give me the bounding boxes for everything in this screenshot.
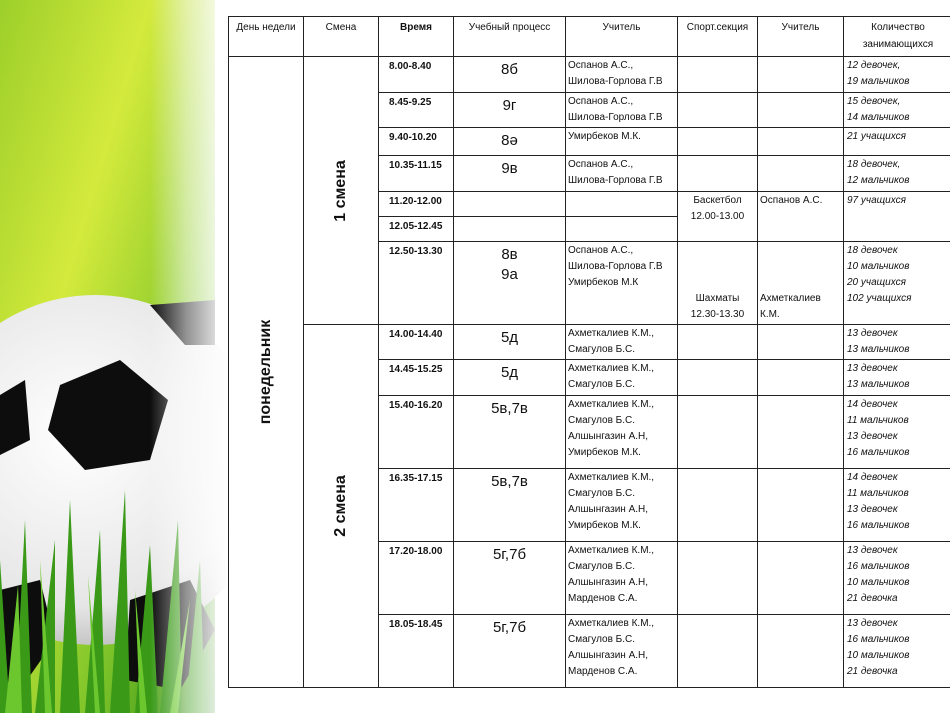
time-cell: 9.40-10.20: [379, 128, 454, 156]
teacher-cell: [566, 217, 678, 242]
teacher-cell: Оспанов А.С., Шилова-Горлова Г.В: [566, 156, 678, 191]
class-cell: 8ә: [454, 128, 566, 156]
class-cell: 8в 9а: [454, 242, 566, 325]
sport-cell: [678, 92, 758, 127]
time-cell: 10.35-11.15: [379, 156, 454, 191]
sport-teacher-cell: [758, 360, 844, 395]
sport-cell: [678, 128, 758, 156]
count-cell: 97 учащихся: [844, 191, 950, 242]
teacher-cell: Ахметкалиев К.М., Смагулов Б.С. Алшынгазин А.Н, Умирбеков М.К.: [566, 468, 678, 542]
teacher-cell: Оспанов А.С., Шилова-Горлова Г.В Умирбеков М.К: [566, 242, 678, 325]
class-cell: 5в,7в: [454, 468, 566, 542]
header-day: День недели: [229, 17, 304, 57]
teacher-cell: Оспанов А.С., Шилова-Горлова Г.В: [566, 57, 678, 92]
sport-teacher-cell: [758, 395, 844, 468]
time-cell: 12.50-13.30: [379, 242, 454, 325]
sport-teacher-cell: [758, 615, 844, 688]
count-cell: 15 девочек, 14 мальчиков: [844, 92, 950, 127]
class-cell: 5д: [454, 360, 566, 395]
sport-cell: [678, 325, 758, 360]
count-cell: 13 девочек 13 мальчиков: [844, 360, 950, 395]
sport-teacher-cell: Оспанов А.С.: [758, 191, 844, 242]
count-cell: 14 девочек 11 мальчиков 13 девочек 16 мальчиков: [844, 395, 950, 468]
header-count: Количество занимающихся: [844, 17, 950, 57]
header-sport: Спорт.секция: [678, 17, 758, 57]
count-cell: 14 девочек 11 мальчиков 13 девочек 16 мальчиков: [844, 468, 950, 542]
header-row: [229, 17, 950, 57]
count-cell: 18 девочек 10 мальчиков 20 учащихся 102 учащихся: [844, 242, 950, 325]
sport-cell: [678, 395, 758, 468]
class-cell: 8б: [454, 57, 566, 92]
teacher-cell: Оспанов А.С., Шилова-Горлова Г.В: [566, 92, 678, 127]
class-cell: 5г,7б: [454, 542, 566, 615]
time-cell: 15.40-16.20: [379, 395, 454, 468]
time-cell: 18.05-18.45: [379, 615, 454, 688]
sport-teacher-cell: Ахметкалиев К.М.: [758, 242, 844, 325]
time-cell: 14.00-14.40: [379, 325, 454, 360]
sport-teacher-cell: [758, 92, 844, 127]
table-row: [229, 325, 950, 360]
time-cell: 11.20-12.00: [379, 191, 454, 216]
teacher-cell: Ахметкалиев К.М., Смагулов Б.С. Алшынгазин А.Н, Умирбеков М.К.: [566, 395, 678, 468]
class-cell: 9в: [454, 156, 566, 191]
sport-cell: [678, 468, 758, 542]
day-cell: [229, 57, 304, 688]
count-cell: 13 девочек 16 мальчиков 10 мальчиков 21 девочка: [844, 615, 950, 688]
time-cell: 16.35-17.15: [379, 468, 454, 542]
time-cell: 12.05-12.45: [379, 217, 454, 242]
table-row: [229, 57, 950, 92]
sport-cell: [678, 542, 758, 615]
class-cell: [454, 217, 566, 242]
class-cell: 5д: [454, 325, 566, 360]
sport-teacher-cell: [758, 542, 844, 615]
count-cell: 12 девочек, 19 мальчиков: [844, 57, 950, 92]
header-process: Учебный процесс: [454, 17, 566, 57]
shift1-label: 1 смена: [332, 159, 349, 222]
class-cell: [454, 191, 566, 216]
time-cell: 8.45-9.25: [379, 92, 454, 127]
count-cell: 13 девочек 13 мальчиков: [844, 325, 950, 360]
sport-cell: [678, 615, 758, 688]
day-label: понедельник: [257, 319, 274, 425]
count-cell: 13 девочек 16 мальчиков 10 мальчиков 21 девочка: [844, 542, 950, 615]
sport-cell-chess: Шахматы 12.30-13.30: [678, 242, 758, 325]
sport-cell: [678, 156, 758, 191]
schedule-table: [228, 16, 950, 688]
shift1-cell: [304, 57, 379, 325]
sport-cell: [678, 360, 758, 395]
sport-teacher-cell: [758, 325, 844, 360]
sport-teacher-cell: [758, 128, 844, 156]
class-cell: 5г,7б: [454, 615, 566, 688]
sport-teacher-cell: [758, 57, 844, 92]
class-cell: 9г: [454, 92, 566, 127]
header-sport-teacher: Учитель: [758, 17, 844, 57]
time-cell: 8.00-8.40: [379, 57, 454, 92]
shift2-label: 2 смена: [332, 475, 349, 537]
teacher-cell: Ахметкалиев К.М., Смагулов Б.С.: [566, 325, 678, 360]
sport-cell-basketball: Баскетбол 12.00-13.00: [678, 191, 758, 242]
teacher-cell: Ахметкалиев К.М., Смагулов Б.С. Алшынгазин А.Н, Марденов С.А.: [566, 615, 678, 688]
time-cell: 17.20-18.00: [379, 542, 454, 615]
teacher-cell: Ахметкалиев К.М., Смагулов Б.С. Алшынгазин А.Н, Марденов С.А.: [566, 542, 678, 615]
header-teacher: Учитель: [566, 17, 678, 57]
teacher-cell: Ахметкалиев К.М., Смагулов Б.С.: [566, 360, 678, 395]
sport-cell: [678, 57, 758, 92]
header-time: Время: [379, 17, 454, 57]
header-shift: Смена: [304, 17, 379, 57]
sport-teacher-cell: [758, 156, 844, 191]
shift2-cell: [304, 325, 379, 688]
count-cell: 18 девочек, 12 мальчиков: [844, 156, 950, 191]
teacher-cell: [566, 191, 678, 216]
count-cell: 21 учащихся: [844, 128, 950, 156]
teacher-cell: Умирбеков М.К.: [566, 128, 678, 156]
class-cell: 5в,7в: [454, 395, 566, 468]
time-cell: 14.45-15.25: [379, 360, 454, 395]
sport-teacher-cell: [758, 468, 844, 542]
